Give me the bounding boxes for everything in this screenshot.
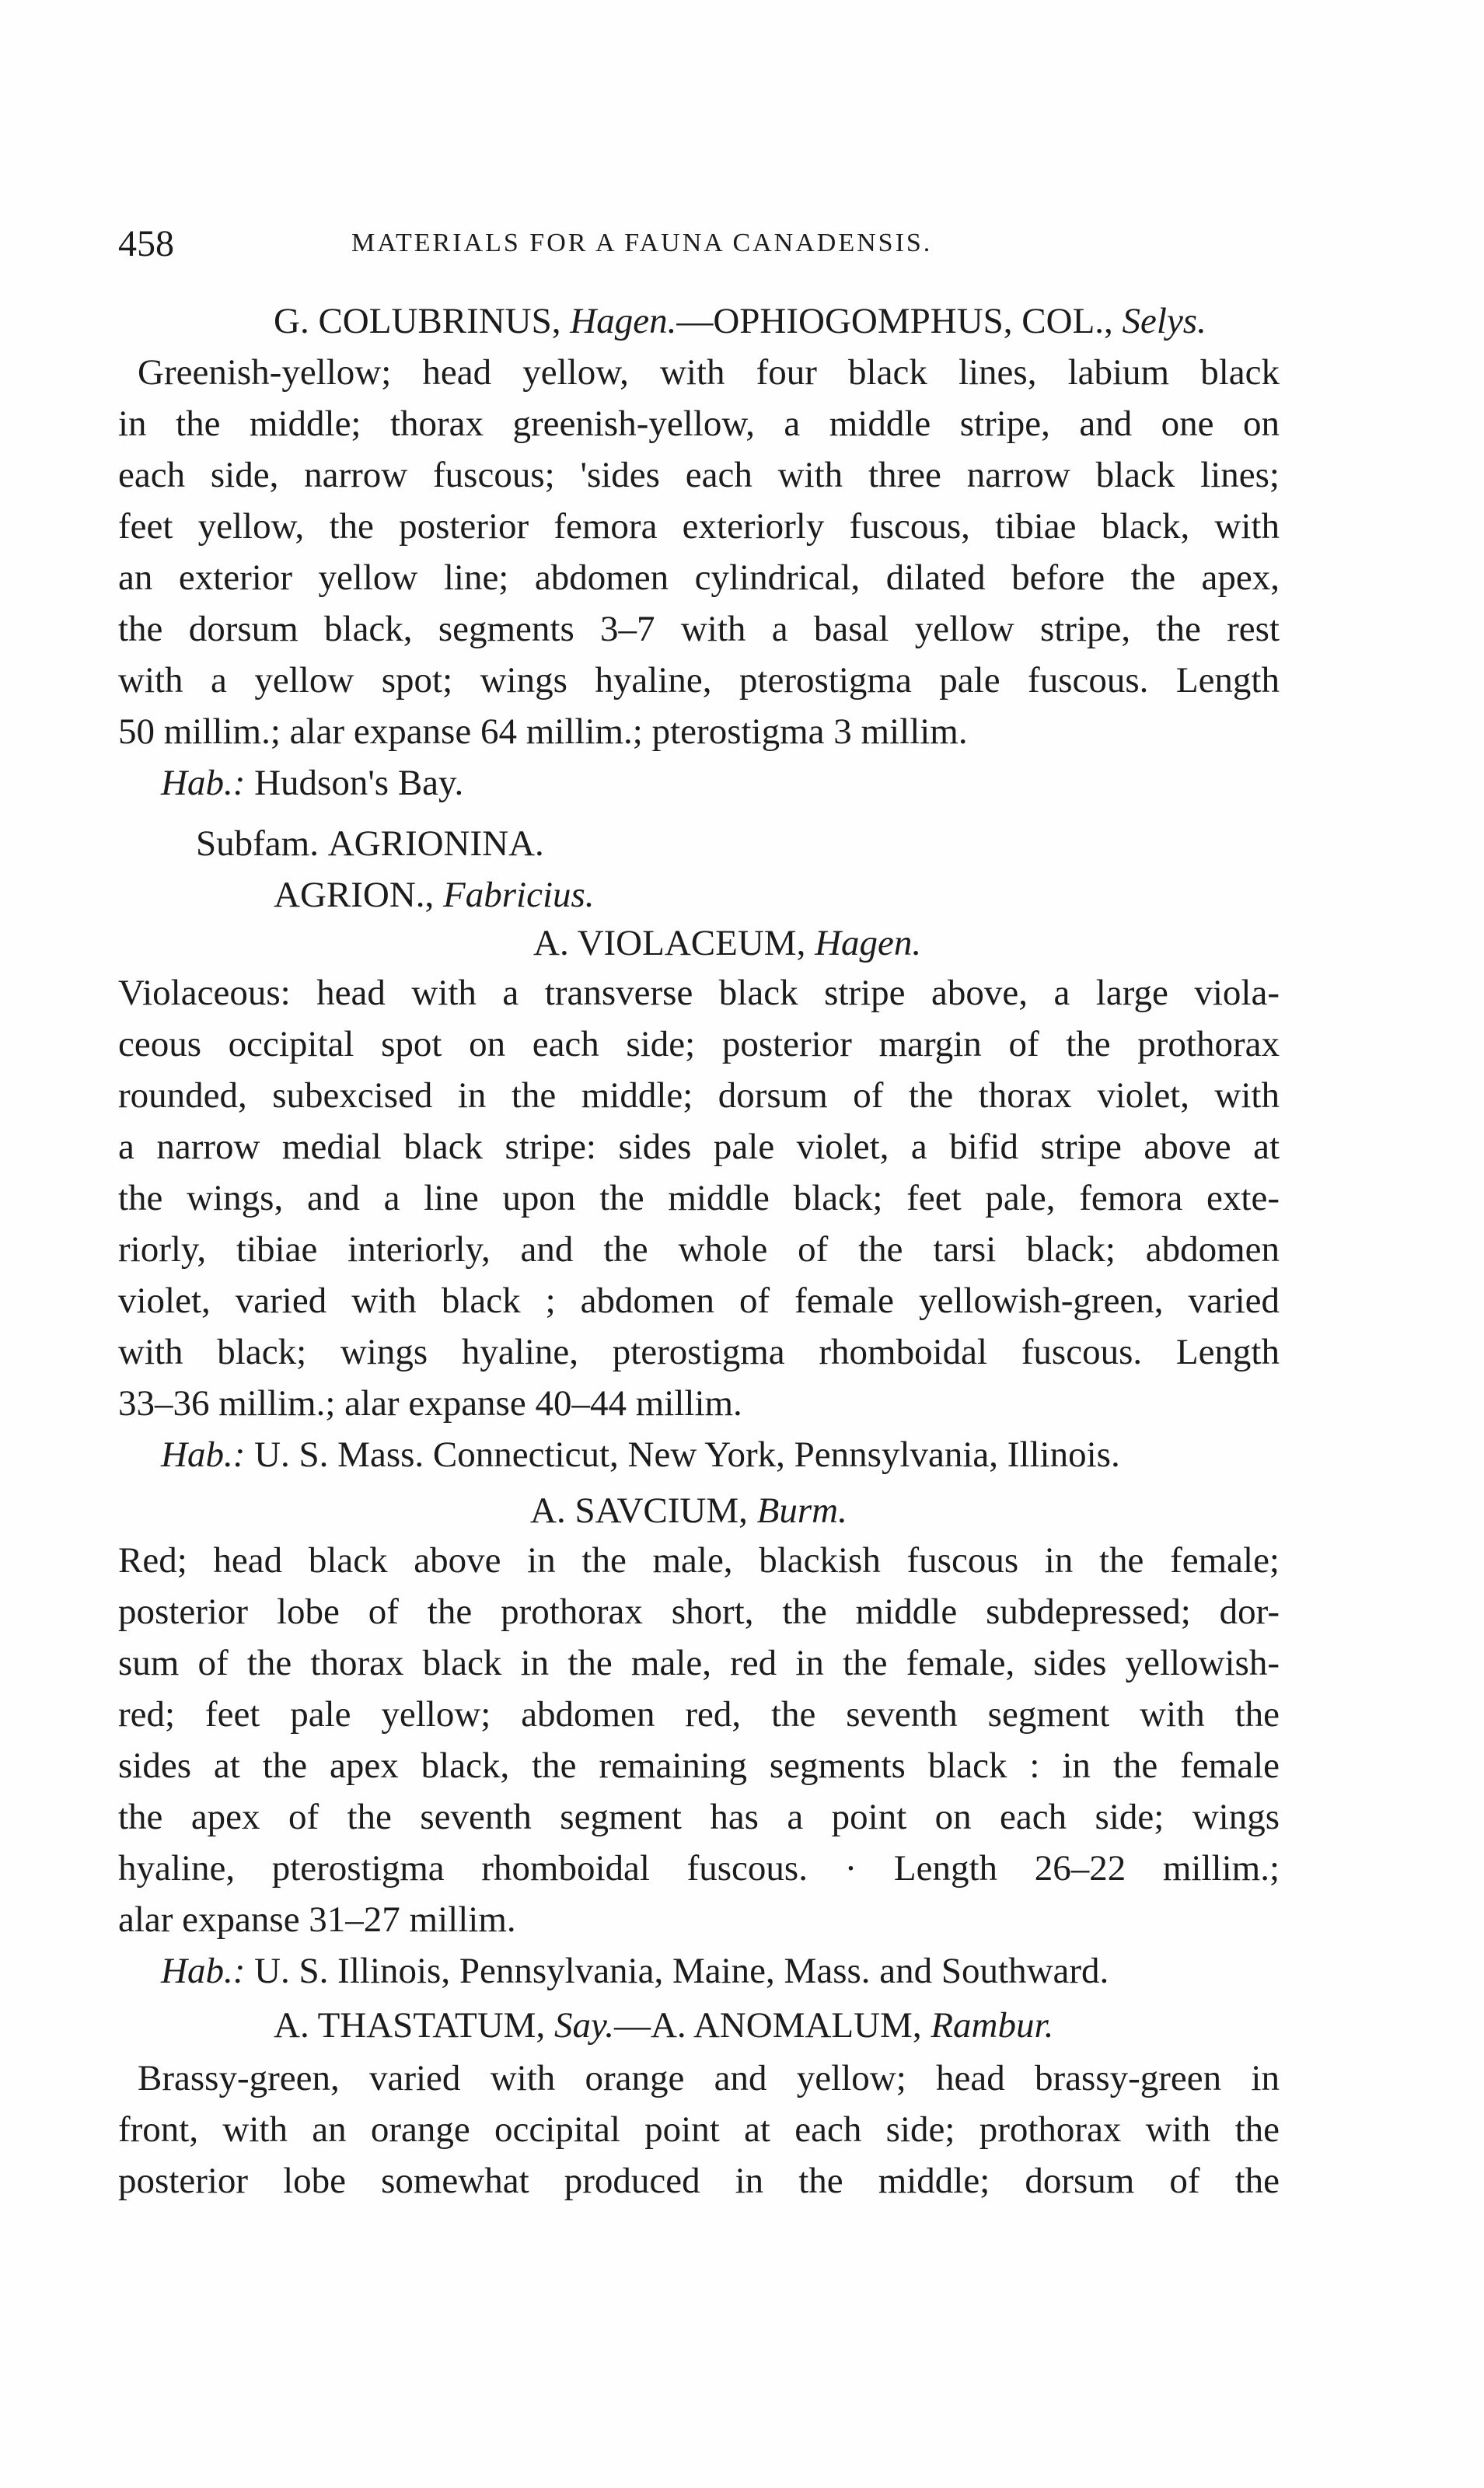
description-line: Red; head black above in the male, blackish fuscous in the female; [118,1540,1280,1581]
species-heading-savcium [530,1485,847,1536]
description-line: sum of the thorax black in the male, red in the female, sides yellowish- [118,1643,1280,1683]
description-line: Greenish-yellow; head yellow, with four black lines, labium black [138,352,1280,393]
description-line: Brassy-green, varied with orange and yellow; head brassy-green in [138,2058,1280,2098]
description-line: with black; wings hyaline, pterostigma rhomboidal fuscous. Length [118,1332,1280,1372]
habitat-line [118,757,1280,809]
subfamily-name: AGRIONINA. [327,823,544,864]
description-line: each side, narrow fuscous; 'sides each with three narrow black lines; [118,455,1280,495]
species-name: G. COLUBRINUS, [274,301,561,341]
description-line: an exterior yellow line; abdomen cylindrical, dilated before the apex, [118,557,1280,598]
habitat-line [118,1945,1280,1997]
genus-author: Fabricius. [443,875,595,915]
species-heading-thastatum [274,2000,1053,2051]
habitat-label: Hab.: [161,1951,246,1991]
description-line: the wings, and a line upon the middle black; feet pale, femora exte- [118,1178,1280,1218]
description-line: with a yellow spot; wings hyaline, pterostigma pale fuscous. Length [118,660,1280,701]
habitat-label: Hab.: [161,1434,246,1475]
genus-name: AGRION., [274,875,435,915]
species-author: Burm. [756,1490,847,1531]
description-line: ceous occipital spot on each side; posterior margin of the prothorax [118,1024,1280,1064]
species-name: A. VIOLACEUM, [533,923,806,963]
species-heading-colubrinus [274,295,1206,347]
habitat-line [118,1429,1280,1480]
species-synonym: —OPHIOGOMPHUS, COL., [676,301,1113,341]
description-line: rounded, subexcised in the middle; dorsum of the thorax violet, with [118,1075,1280,1116]
habitat-text: U. S. Mass. Connecticut, New York, Pennsylvania, Illinois. [245,1434,1120,1475]
species-description-colubrinus [118,347,1280,809]
species-name: A. SAVCIUM, [530,1490,748,1531]
page-number: 458 [118,223,174,264]
page-header [118,222,1280,269]
species-author: Hagen. [815,923,922,963]
habitat-label: Hab.: [161,763,246,803]
subfamily-heading [196,818,544,869]
description-line: in the middle; thorax greenish-yellow, a middle stripe, and one on [118,404,1280,444]
genus-heading [274,869,595,921]
species-author: Say. [553,2005,614,2046]
description-line: 33–36 millim.; alar expanse 40–44 millim. [118,1383,742,1424]
description-line: feet yellow, the posterior femora exteriorly fuscous, tibiae black, with [118,506,1280,547]
description-line: posterior lobe somewhat produced in the middle; dorsum of the [118,2161,1280,2201]
synonym-author: Selys. [1122,301,1206,341]
description-line: a narrow medial black stripe: sides pale violet, a bifid stripe above at [118,1127,1280,1167]
description-line: riorly, tibiae interiorly, and the whole of the tarsi black; abdomen [118,1229,1280,1270]
description-line: red; feet pale yellow; abdomen red, the seventh segment with the [118,1694,1280,1735]
description-line: the apex of the seventh segment has a point on each side; wings [118,1797,1280,1837]
subfamily-label: Subfam. [196,823,319,864]
description-line: the dorsum black, segments 3–7 with a basal yellow stripe, the rest [118,609,1280,649]
description-line: sides at the apex black, the remaining segments black : in the female [118,1745,1280,1786]
running-head: MATERIALS FOR A FAUNA CANADENSIS. [351,229,933,257]
species-description-violaceum [118,967,1280,1480]
species-description-savcium [118,1535,1280,1997]
description-line: hyaline, pterostigma rhomboidal fuscous. · Length 26–22 millim.; [118,1848,1280,1889]
species-synonym: —A. ANOMALUM, [613,2005,922,2046]
description-line: Violaceous: head with a transverse black stripe above, a large viola- [118,973,1280,1013]
synonym-author: Rambur. [931,2005,1054,2046]
species-name: A. THASTATUM, [274,2005,546,2046]
species-heading-violaceum [533,917,921,969]
description-line: violet, varied with black ; abdomen of female yellowish-green, varied [118,1281,1280,1321]
species-description-thastatum [118,2053,1280,2207]
species-author: Hagen. [570,301,677,341]
habitat-text: Hudson's Bay. [245,763,464,803]
description-line: alar expanse 31–27 millim. [118,1899,516,1940]
description-line: front, with an orange occipital point at each side; prothorax with the [118,2109,1280,2150]
habitat-text: U. S. Illinois, Pennsylvania, Maine, Mass. and Southward. [245,1951,1109,1991]
description-line: 50 millim.; alar expanse 64 millim.; pterostigma 3 millim. [118,711,968,752]
description-line: posterior lobe of the prothorax short, the middle subdepressed; dor- [118,1592,1280,1632]
